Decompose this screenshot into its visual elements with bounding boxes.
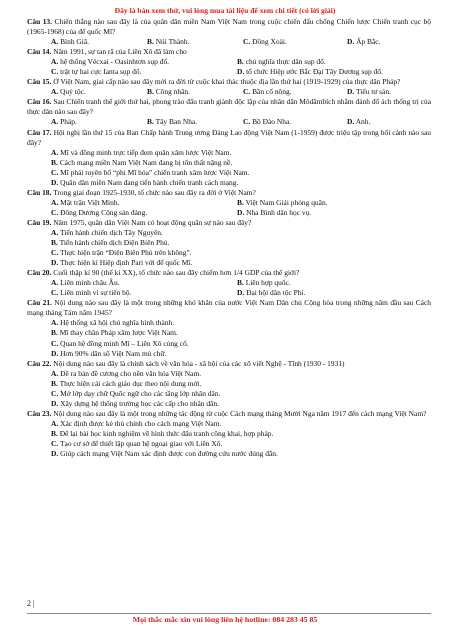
answer-option	[51, 117, 147, 127]
option-key: D.	[51, 398, 59, 408]
question-text: Chiến thắng nào sau đây là của quân dân miền Nam Việt Nam trong cuộc chiến đấu chống Chiến lược Chiến tranh cục bộ (1965-1968) của đế quốc Mĩ?	[27, 17, 431, 37]
question-item	[27, 188, 431, 218]
option-key: A.	[51, 87, 59, 97]
question-text: Hội nghị lần thứ 15 của Ban Chấp hành Trung ương Đảng Lao động Việt Nam (1-1959) được triệu tập trong bối cảnh nào sau đây?	[27, 127, 431, 147]
option-key: C.	[243, 37, 251, 47]
option-key: B.	[51, 428, 58, 438]
option-key: A.	[51, 57, 59, 67]
option-text: Bồ Đào Nha.	[252, 117, 292, 127]
question-text: Ở Việt Nam, giai cấp nào sau đây mới ra đời từ cuộc khai thác thuộc địa lần thứ hai (1919-1929) của thực dân Pháp?	[53, 77, 401, 87]
answer-options	[27, 148, 431, 188]
question-item	[27, 77, 431, 97]
option-key: C.	[51, 248, 59, 258]
answer-option	[347, 117, 447, 127]
option-key: D.	[347, 87, 355, 97]
answer-option	[237, 208, 447, 218]
answer-option	[51, 178, 431, 188]
question-text: Năm 1991, sự tan rã của Liên Xô đã làm cho	[53, 47, 187, 57]
option-key: B.	[147, 37, 154, 47]
option-key: A.	[51, 147, 59, 157]
option-key: B.	[51, 378, 58, 388]
answer-option	[51, 198, 237, 208]
question-stem	[27, 47, 431, 57]
answer-option	[347, 37, 447, 47]
question-number: Câu 15.	[27, 77, 52, 87]
answer-option	[51, 67, 237, 77]
question-number: Câu 18.	[27, 187, 52, 197]
option-key: B.	[51, 157, 58, 167]
answer-option	[51, 248, 431, 258]
answer-option	[51, 389, 431, 399]
option-key: A.	[51, 368, 59, 378]
answer-option	[243, 87, 347, 97]
option-text: Bình Giã.	[60, 37, 90, 47]
question-stem	[27, 359, 431, 369]
answer-option	[51, 439, 431, 449]
question-number: Câu 17.	[27, 127, 52, 137]
answer-options	[27, 117, 431, 127]
option-text: Anh.	[355, 117, 371, 127]
question-stem	[27, 77, 431, 87]
answer-option	[51, 148, 431, 158]
question-item	[27, 17, 431, 47]
option-text: Hệ thống xã hội chủ nghĩa hình thành.	[60, 318, 175, 328]
option-text: Việt Nam Giải phóng quân.	[245, 197, 328, 207]
option-text: Mĩ thay chân Pháp xâm lược Việt Nam.	[59, 328, 178, 338]
option-text: Tạo cơ sở để thiết lập quan hệ ngoại giao với Liên Xô.	[59, 438, 223, 448]
answer-option	[51, 349, 431, 359]
question-text: Sau Chiến tranh thế giới thứ hai, phong trào đấu tranh giành độc lập của nhân dân Môdămbích nhằm đánh đổ ách thống trị của thực dân nào sau đây?	[27, 97, 432, 117]
option-text: Thực hiện kí Hiệp định Pari với đế quốc Mĩ.	[59, 258, 193, 268]
answer-option	[51, 228, 431, 238]
option-text: Đại hội dân tộc Phi.	[246, 288, 306, 298]
option-text: Xây dựng hệ thống trường học các cấp cho nhân dân.	[60, 398, 219, 408]
option-text: trật tự hai cực Ianta sụp đổ.	[60, 67, 142, 77]
option-key: C.	[51, 338, 59, 348]
option-key: D.	[347, 117, 355, 127]
question-number: Câu 21.	[27, 298, 52, 308]
answer-option	[51, 258, 431, 268]
question-item	[27, 268, 431, 298]
option-key: A.	[51, 37, 59, 47]
option-text: Tiểu tư sản.	[355, 87, 391, 97]
question-number: Câu 14.	[27, 47, 52, 57]
answer-option	[237, 67, 447, 77]
answer-option	[51, 449, 431, 459]
question-number: Câu 19.	[27, 217, 52, 227]
option-key: C.	[51, 388, 59, 398]
answer-option	[147, 87, 243, 97]
option-key: D.	[347, 37, 355, 47]
option-text: Xác định được kẻ thù chính cho cách mạng Việt Nam.	[60, 418, 222, 428]
option-text: Mặt trận Việt Minh.	[60, 197, 120, 207]
option-key: D.	[51, 348, 59, 358]
answer-option	[51, 158, 431, 168]
option-key: A.	[51, 318, 59, 328]
option-text: Công nhân.	[155, 87, 190, 97]
option-key: A.	[51, 278, 59, 288]
option-key: C.	[51, 167, 59, 177]
option-text: Mĩ phải tuyên bố “phi Mĩ hóa” chiến tranh xâm lược Việt Nam.	[60, 167, 250, 177]
option-text: chủ nghĩa thực dân sụp đổ.	[245, 57, 326, 67]
option-text: Đề ra bản đề cương cho nền văn hóa Việt Nam.	[60, 368, 202, 378]
answer-options	[27, 228, 431, 268]
answer-option	[51, 238, 431, 248]
answer-option	[51, 328, 431, 338]
question-item	[27, 97, 431, 127]
question-number: Câu 22.	[27, 358, 52, 368]
option-text: Liên minh châu Âu.	[60, 278, 120, 288]
option-text: Hơn 90% dân số Việt Nam mù chữ.	[60, 348, 167, 358]
answer-option	[237, 198, 447, 208]
option-text: Núi Thành.	[155, 37, 190, 47]
option-key: D.	[237, 207, 245, 217]
answer-option	[51, 369, 431, 379]
question-text: Nội dung nào sau đây là một trong những khó khăn của nước Việt Nam Dân chủ Cộng hòa trong những năm đầu sau Cách mạng tháng Tám năm 1945?	[27, 298, 432, 318]
question-stem	[27, 128, 431, 148]
answer-options	[27, 318, 431, 358]
answer-option	[51, 339, 431, 349]
question-stem	[27, 218, 431, 228]
answer-option	[51, 278, 237, 288]
question-number: Câu 16.	[27, 97, 52, 107]
answer-option	[147, 117, 243, 127]
option-text: Thực hiện trận “Điện Biên Phủ trên không”.	[59, 248, 192, 258]
answer-option	[51, 419, 431, 429]
option-text: Để lại bài học kinh nghiệm về hình thức đấu tranh công khai, hợp pháp.	[59, 428, 274, 438]
page-number: 2 |	[27, 599, 35, 608]
answer-options	[27, 419, 431, 459]
answer-option	[243, 37, 347, 47]
question-stem	[27, 409, 431, 419]
option-text: Liên minh vì sự tiến bộ.	[60, 288, 132, 298]
answer-option	[347, 87, 447, 97]
question-stem	[27, 97, 431, 117]
option-text: Quân dân miền Nam đang tiến hành chiến tranh cách mạng.	[60, 177, 239, 187]
preview-notice-banner: Đây là bản xem thử, vui lòng mua tài liệu để xem chi tiết (có lời giải)	[114, 6, 336, 15]
option-text: Đồng Xoài.	[252, 37, 287, 47]
option-key: B.	[147, 87, 154, 97]
option-key: B.	[237, 57, 244, 67]
answer-options	[27, 278, 431, 298]
option-key: D.	[51, 177, 59, 187]
question-stem	[27, 188, 431, 198]
option-key: D.	[51, 258, 59, 268]
option-key: C.	[243, 117, 251, 127]
option-key: A.	[51, 197, 59, 207]
answer-option	[51, 379, 431, 389]
answer-option	[51, 37, 147, 47]
option-key: A.	[51, 227, 59, 237]
question-item	[27, 128, 431, 188]
question-text: Nội dung nào sau đây là một trong những tác động từ cuộc Cách mạng tháng Mười Nga năm 1917 đến cách mạng Việt Nam?	[53, 408, 427, 418]
option-text: Cách mạng miền Nam Việt Nam đang bị tổn thất nặng nề.	[59, 157, 233, 167]
option-key: D.	[237, 288, 245, 298]
option-text: Quý tộc.	[60, 87, 86, 97]
question-text: Năm 1975, quân dân Việt Nam có hoạt động quân sự nào sau đây?	[53, 217, 252, 227]
question-item	[27, 359, 431, 409]
answer-option	[51, 288, 237, 298]
option-key: B.	[51, 238, 58, 248]
question-item	[27, 218, 431, 268]
option-text: Ấp Bắc.	[356, 37, 381, 47]
question-number: Câu 20.	[27, 268, 52, 278]
option-text: Nha Bình dân học vụ.	[246, 207, 312, 217]
option-text: Bần cố nông.	[252, 87, 292, 97]
question-number: Câu 23.	[27, 408, 52, 418]
footer-divider	[27, 613, 431, 614]
option-text: Mở lớp dạy chữ Quốc ngữ cho các tầng lớp nhân dân.	[60, 388, 221, 398]
question-stem	[27, 17, 431, 37]
answer-options	[27, 369, 431, 409]
option-text: Liên hợp quốc.	[245, 278, 291, 288]
option-text: tổ chức Hiệp ước Bắc Đại Tây Dương sụp đổ.	[246, 67, 383, 77]
answer-option	[237, 278, 447, 288]
question-item	[27, 298, 431, 358]
answer-options	[27, 37, 431, 47]
option-text: Tây Ban Nha.	[155, 117, 198, 127]
question-stem	[27, 298, 431, 318]
answer-option	[237, 288, 447, 298]
option-text: Tiến hành chiến dịch Điện Biên Phủ.	[59, 238, 170, 248]
answer-option	[237, 57, 447, 67]
answer-option	[51, 429, 431, 439]
answer-option	[51, 87, 147, 97]
option-key: B.	[237, 278, 244, 288]
option-key: B.	[51, 328, 58, 338]
question-item	[27, 47, 431, 77]
question-number: Câu 13.	[27, 17, 53, 26]
option-text: Quan hệ đồng minh Mĩ – Liên Xô củng cố.	[60, 338, 189, 348]
option-text: Giúp cách mạng Việt Nam xác định được con đường cứu nước đúng đắn.	[60, 449, 278, 459]
option-key: C.	[51, 67, 59, 77]
answer-option	[243, 117, 347, 127]
option-key: B.	[147, 117, 154, 127]
question-stem	[27, 268, 431, 278]
option-text: Mĩ và đồng minh trực tiếp đem quân xâm lược Việt Nam.	[60, 147, 232, 157]
answer-options	[27, 57, 431, 77]
option-key: C.	[51, 438, 59, 448]
question-item	[27, 409, 431, 459]
question-text: Cuối thập kỉ 90 (thế kỉ XX), tổ chức nào sau đây chiếm hơn 1/4 GDP của thế giới?	[53, 268, 300, 278]
option-text: Thực hiện cải cách giáo dục theo nội dung mới.	[59, 378, 202, 388]
option-key: C.	[51, 207, 59, 217]
answer-option	[51, 168, 431, 178]
hotline-banner: Mọi thắc mắc xin vui lòng liên hệ hotline: 084 283 45 85	[132, 615, 318, 624]
option-key: D.	[237, 67, 245, 77]
option-key: D.	[51, 449, 59, 459]
answer-options	[27, 198, 431, 218]
question-text: Trong giai đoạn 1925-1930, tổ chức nào sau đây ra đời ở Việt Nam?	[53, 187, 256, 197]
option-key: B.	[237, 197, 244, 207]
answer-option	[51, 208, 237, 218]
option-key: A.	[51, 418, 59, 428]
answer-option	[51, 399, 431, 409]
question-text: Nội dung nào sau đây là chính sách về văn hóa - xã hội của các xô viết Nghệ - Tĩnh (1930 - 1931)	[53, 358, 345, 368]
answer-option	[51, 57, 237, 67]
option-key: A.	[51, 117, 59, 127]
answer-option	[51, 318, 431, 328]
option-text: hệ thống Vécxai - Oasinhtơn sụp đổ.	[60, 57, 170, 67]
question-list	[27, 17, 431, 459]
option-key: C.	[243, 87, 251, 97]
option-text: Tiến hành chiến dịch Tây Nguyên.	[59, 227, 163, 237]
option-text: Đông Dương Cộng sản đảng.	[60, 207, 148, 217]
option-key: C.	[51, 288, 59, 298]
option-text: Pháp.	[60, 117, 77, 127]
answer-options	[27, 87, 431, 97]
answer-option	[147, 37, 243, 47]
